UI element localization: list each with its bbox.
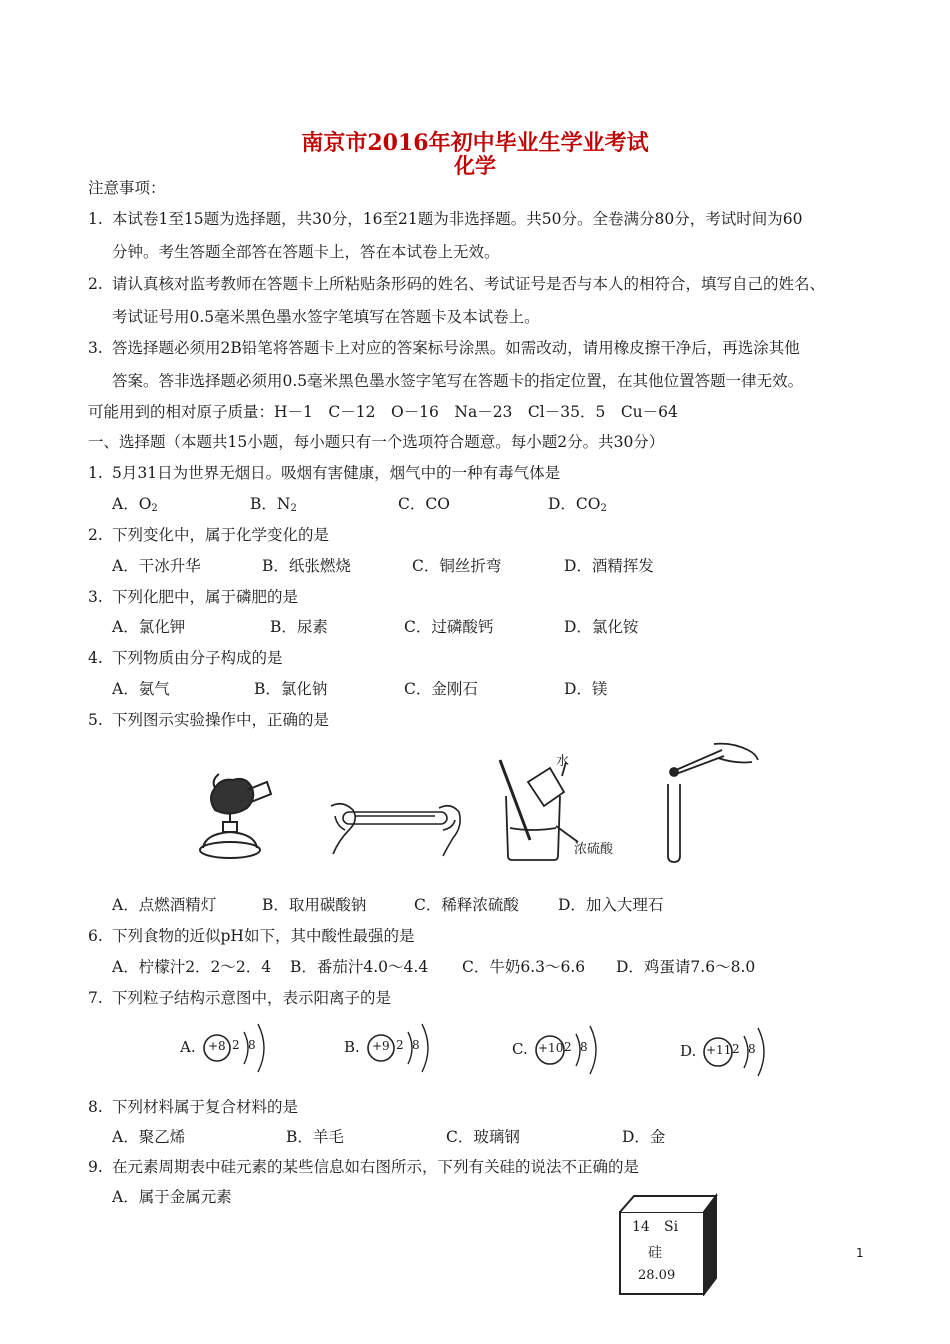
q5-figure-d-tweezers-icon [652, 740, 762, 866]
q5-option-a: A．点燃酒精灯 [112, 896, 217, 914]
q9-stem: 在元素周期表中硅元素的某些信息如右图所示，下列有关硅的说法不正确的是 [112, 1158, 640, 1176]
q7-particle-a-label: A. [180, 1038, 196, 1056]
subject-title: 化学 [454, 153, 496, 178]
element-card-name: 硅 [648, 1245, 662, 1261]
q4-stem: 下列物质由分子构成的是 [112, 649, 283, 667]
q8-option-b: B．羊毛 [286, 1128, 344, 1146]
page-title: 南京市2016年初中毕业生学业考试 [301, 130, 649, 156]
q7-particle-d-shell2: 8 [748, 1042, 756, 1056]
element-card-number: 14 [632, 1219, 650, 1235]
q4-option-a: A．氨气 [112, 680, 170, 698]
q7-particle-b [344, 1018, 444, 1078]
q5-option-b: B．取用碳酸钠 [262, 896, 367, 914]
q4-option-b: B．氯化钠 [254, 680, 328, 698]
page-number: 1 [856, 1246, 864, 1260]
q7-particle-b-label: B. [344, 1038, 360, 1056]
q7-particle-d [680, 1022, 780, 1082]
note-2-line1: 请认真核对监考教师在答题卡上所粘贴条形码的姓名、考试证号是否与本人的相符合，填写自己的姓名、 [112, 275, 826, 293]
q5-figure-b-test-tube-icon [325, 786, 465, 861]
q2-option-d: D．酒精挥发 [564, 557, 654, 575]
q8-number: 8. [88, 1098, 103, 1116]
q2-number: 2. [88, 526, 103, 544]
q3-option-b: B．尿素 [270, 618, 328, 636]
q7-particle-c-label: C. [512, 1040, 528, 1058]
q6-option-b: B．番茄汁4.0～4.4 [290, 958, 429, 976]
q1-option-a: A．$O_2$ [112, 495, 158, 514]
q1-option-d: D．$CO_2$ [548, 495, 607, 514]
note-3-line2: 答案。答非选择题必须用0.5毫米黑色墨水签字笔写在答题卡的指定位置，在其他位置答题一律无效。 [112, 372, 804, 390]
q6-option-a: A．柠檬汁2．2～2．4 [112, 958, 272, 976]
q1-option-b: B．$N_2$ [250, 495, 297, 514]
note-2-number: 2. [88, 275, 103, 293]
q7-particle-c-nucleus: +10 [538, 1041, 564, 1055]
q6-number: 6. [88, 927, 103, 945]
q7-particle-c-shell1: 2 [564, 1040, 572, 1054]
q7-stem: 下列粒子结构示意图中，表示阳离子的是 [112, 989, 392, 1007]
note-1-number: 1. [88, 210, 103, 228]
q7-particle-b-nucleus: +9 [372, 1039, 390, 1053]
q3-number: 3. [88, 588, 103, 606]
q7-particle-b-shell2: 8 [412, 1038, 420, 1052]
q9-number: 9. [88, 1158, 103, 1176]
q7-particle-b-shell1: 2 [396, 1038, 404, 1052]
q3-option-a: A．氯化钾 [112, 618, 186, 636]
q8-stem: 下列材料属于复合材料的是 [112, 1098, 299, 1116]
note-1-line2: 分钟。考生答题全部答在答题卡上，答在本试卷上无效。 [112, 243, 500, 261]
q2-option-b: B．纸张燃烧 [262, 557, 351, 575]
q4-number: 4. [88, 649, 103, 667]
q6-option-c: C．牛奶6.3～6.6 [462, 958, 586, 976]
q7-particle-a-shell2: 8 [248, 1038, 256, 1052]
q4-option-d: D．镁 [564, 680, 608, 698]
q7-particle-d-shell1: 2 [732, 1042, 740, 1056]
q7-particle-d-nucleus: +11 [706, 1043, 732, 1057]
q1-option-c: C．CO [398, 495, 450, 513]
q2-option-c: C．铜丝折弯 [412, 557, 502, 575]
q5-figure-c-water-label: 水 [556, 754, 570, 769]
q6-option-d: D．鸡蛋请7.6～8.0 [616, 958, 756, 976]
notes-heading: 注意事项： [88, 179, 166, 197]
q6-stem: 下列食物的近似pH如下，其中酸性最强的是 [112, 927, 415, 945]
q5-figure-c-acid-label: 浓硫酸 [574, 842, 614, 857]
note-3-line1: 答选择题必须用2B铅笔将答题卡上对应的答案标号涂黑。如需改动，请用橡皮擦干净后，再选涂其他 [112, 339, 800, 357]
q5-figure-a-alcohol-lamp-icon [185, 768, 275, 866]
q7-particle-d-label: D. [680, 1042, 697, 1060]
q3-stem: 下列化肥中，属于磷肥的是 [112, 588, 299, 606]
q9-option-a: A．属于金属元素 [112, 1188, 232, 1206]
section-heading: 一、选择题（本题共15小题，每小题只有一个选项符合题意。每小题2分。共30分） [88, 433, 665, 451]
q7-particle-a [180, 1018, 280, 1078]
silicon-element-card [618, 1192, 718, 1296]
q1-number: 1. [88, 464, 103, 482]
q5-option-d: D．加入大理石 [558, 896, 664, 914]
q7-particle-c-shell2: 8 [580, 1040, 588, 1054]
element-card-mass: 28.09 [638, 1268, 676, 1283]
q3-option-c: C．过磷酸钙 [404, 618, 494, 636]
q7-particle-a-shell1: 2 [232, 1038, 240, 1052]
q2-option-a: A．干冰升华 [112, 557, 201, 575]
element-card-symbol: Si [664, 1219, 679, 1235]
q2-stem: 下列变化中，属于化学变化的是 [112, 526, 330, 544]
note-1-line1: 本试卷1至15题为选择题，共30分，16至21题为非选择题。共50分。全卷满分80分，考试时间为60 [112, 210, 803, 228]
note-3-number: 3. [88, 339, 103, 357]
q4-option-c: C．金刚石 [404, 680, 478, 698]
q7-particle-a-nucleus: +8 [208, 1039, 226, 1053]
q7-particle-c [512, 1020, 612, 1080]
q8-option-d: D．金 [622, 1128, 666, 1146]
q8-option-c: C．玻璃钢 [446, 1128, 520, 1146]
q5-number: 5. [88, 711, 103, 729]
q8-option-a: A．聚乙烯 [112, 1128, 186, 1146]
q1-stem: 5月31日为世界无烟日。吸烟有害健康，烟气中的一种有毒气体是 [112, 464, 561, 482]
q5-stem: 下列图示实验操作中，正确的是 [112, 711, 330, 729]
atomic-masses: 可能用到的相对原子质量：H－1 C－12 O－16 Na－23 Cl－35．5 Cu－64 [88, 403, 678, 421]
q7-number: 7. [88, 989, 103, 1007]
q3-option-d: D．氯化铵 [564, 618, 639, 636]
note-2-line2: 考试证号用0.5毫米黑色墨水签字笔填写在答题卡及本试卷上。 [112, 308, 540, 326]
q5-option-c: C．稀释浓硫酸 [414, 896, 519, 914]
